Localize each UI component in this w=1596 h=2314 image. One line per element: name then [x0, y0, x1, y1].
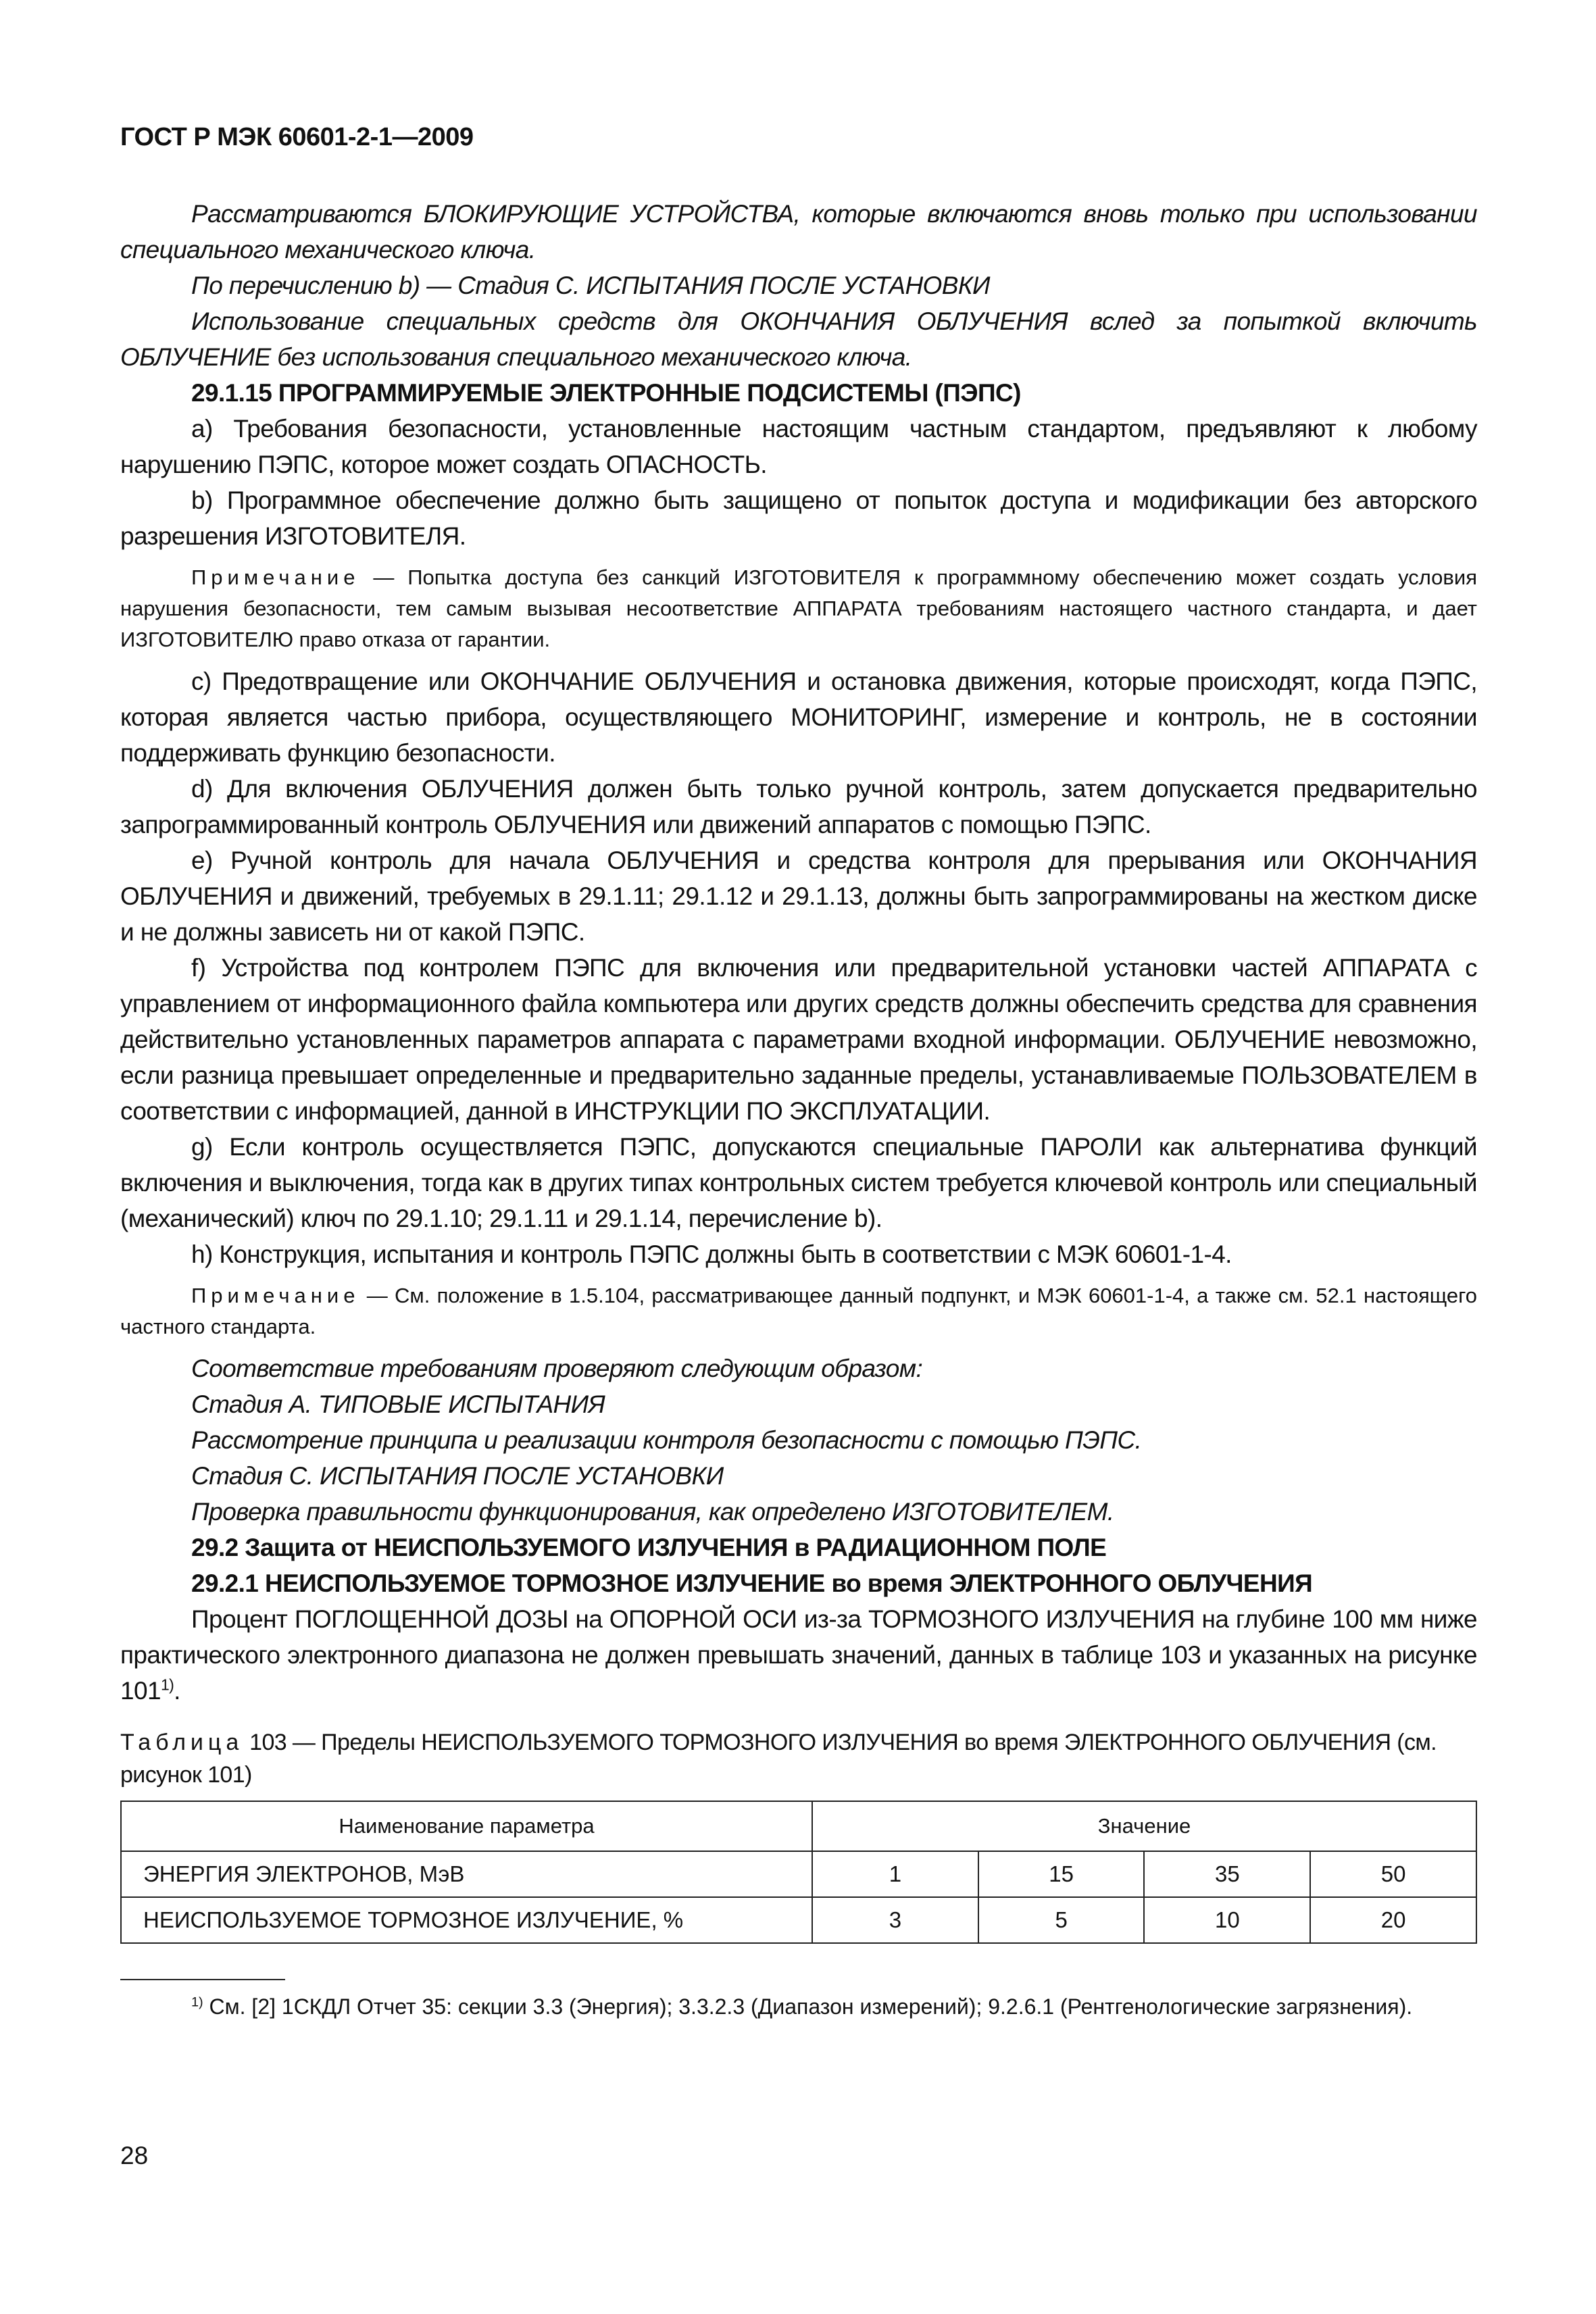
compliance-intro: Соответствие требованиям проверяют следующим образом:: [191, 1355, 923, 1382]
list-item-b: b) Программное обеспечение должно быть защищено от попыток доступа и модификации без авторского разрешения ИЗГОТОВИТЕЛЯ.: [120, 486, 1477, 550]
table-header-value: Значение: [812, 1801, 1476, 1851]
page-number: 28: [120, 2142, 149, 2169]
list-item-a: а) Требования безопасности, установленные настоящим частным стандартом, предъявляют к любому нарушению ПЭПС, которое может создать ОПАСНОСТЬ.: [120, 415, 1477, 478]
paragraph-enumeration-b: По перечислению b) — Стадия С. ИСПЫТАНИЯ ПОСЛЕ УСТАНОВКИ: [191, 272, 990, 299]
note-1-label: Примечание: [191, 565, 360, 589]
list-item-f: f) Устройства под контролем ПЭПС для включения или предварительной установки частей АППАРАТА с управлением от информационного файла компьютера или других средств должны обеспечить средства для сравнения действительно установленных параметров аппарата с параметрами входной информации. ОБЛУЧЕНИЕ невозможно, если разница превышает определенные и предварительно заданные пределы, устанавливаемые ПОЛЬЗОВАТЕЛЕМ в соответствии с информацией, данной в ИНСТРУКЦИИ ПО ЭКСПЛУАТАЦИИ.: [120, 954, 1477, 1125]
list-item-h: h) Конструкция, испытания и контроль ПЭПС должны быть в соответствии с МЭК 60601-1-4.: [191, 1240, 1232, 1268]
table-cell-label: НЕИСПОЛЬЗУЕМОЕ ТОРМОЗНОЕ ИЗЛУЧЕНИЕ, %: [121, 1897, 812, 1943]
list-item-c: с) Предотвращение или ОКОНЧАНИЕ ОБЛУЧЕНИЯ и остановка движения, которые происходят, когда ПЭПС, которая является частью прибора, осуществляющего МОНИТОРИНГ, измерение и контроль, не в состоянии поддерживать функцию безопасности.: [120, 668, 1477, 767]
table-cell: 1: [812, 1851, 978, 1897]
footnote-text: См. [2] 1СКДЛ Отчет 35: секции 3.3 (Энергия); 3.3.2.3 (Диапазон измерений); 9.2.6.1 (Рентгенологические загрязнения).: [203, 1994, 1413, 2019]
table-row: [121, 1851, 1476, 1897]
footnote-mark: 1): [191, 1994, 203, 2010]
heading-29-2: 29.2 Защита от НЕИСПОЛЬЗУЕМОГО ИЗЛУЧЕНИЯ в РАДИАЦИОННОМ ПОЛЕ: [191, 1534, 1107, 1561]
note-2-text: — См. положение в 1.5.104, рассматривающее данный подпункт, и МЭК 60601-1-4, а также см. 52.1 настоящего частного стандарта.: [120, 1284, 1477, 1338]
table-header-param: Наименование параметра: [121, 1801, 812, 1851]
footnote: [120, 1991, 1477, 2022]
table-cell: 15: [978, 1851, 1145, 1897]
table-row: [121, 1897, 1476, 1943]
table-cell: 35: [1144, 1851, 1310, 1897]
table-cell: 3: [812, 1897, 978, 1943]
footnote-reference: 1): [160, 1676, 174, 1694]
paragraph-absorbed-dose: [120, 1601, 1477, 1709]
heading-29-2-1: 29.2.1 НЕИСПОЛЬЗУЕМОЕ ТОРМОЗНОЕ ИЗЛУЧЕНИЕ во время ЭЛЕКТРОННОГО ОБЛУЧЕНИЯ: [191, 1569, 1313, 1597]
table-caption: [120, 1726, 1477, 1791]
table-cell-label: ЭНЕРГИЯ ЭЛЕКТРОНОВ, МэВ: [121, 1851, 812, 1897]
note-2-label: Примечание: [191, 1284, 360, 1307]
note-2: [120, 1280, 1477, 1342]
table-cell: 10: [1144, 1897, 1310, 1943]
paragraph-blocking-devices: Рассматриваются БЛОКИРУЮЩИЕ УСТРОЙСТВА, которые включаются вновь только при использовании специального механического ключа.: [120, 200, 1477, 263]
table-header-row: [121, 1801, 1476, 1851]
list-item-d: d) Для включения ОБЛУЧЕНИЯ должен быть только ручной контроль, затем допускается предварительно запрограммированный контроль ОБЛУЧЕНИЯ или движений аппаратов с помощью ПЭПС.: [120, 775, 1477, 838]
table-cell: 20: [1310, 1897, 1476, 1943]
compliance-stage-a: Стадия А. ТИПОВЫЕ ИСПЫТАНИЯ: [191, 1390, 605, 1418]
compliance-check: Проверка правильности функционирования, как определено ИЗГОТОВИТЕЛЕМ.: [191, 1498, 1114, 1526]
document-header-title: ГОСТ Р МЭК 60601-2-1—2009: [120, 123, 474, 151]
heading-29-1-15: 29.1.15 ПРОГРАММИРУЕМЫЕ ЭЛЕКТРОННЫЕ ПОДСИСТЕМЫ (ПЭПС): [191, 379, 1021, 407]
bremsstrahlung-limits-table: [120, 1801, 1477, 1944]
paragraph-absorbed-dose-text: Процент ПОГЛОЩЕННОЙ ДОЗЫ на ОПОРНОЙ ОСИ из-за ТОРМОЗНОГО ИЗЛУЧЕНИЯ на глубине 100 мм ниже практического электронного диапазона не должен превышать значений, данных в таблице 103 и указанных на рисунке 101: [120, 1605, 1477, 1705]
table-caption-label: Таблица: [120, 1730, 244, 1755]
compliance-review: Рассмотрение принципа и реализации контроля безопасности с помощью ПЭПС.: [191, 1426, 1142, 1454]
table-cell: 5: [978, 1897, 1145, 1943]
note-1: [120, 562, 1477, 655]
compliance-stage-c: Стадия С. ИСПЫТАНИЯ ПОСЛЕ УСТАНОВКИ: [191, 1462, 724, 1490]
table-cell: 50: [1310, 1851, 1476, 1897]
list-item-g: g) Если контроль осуществляется ПЭПС, допускаются специальные ПАРОЛИ как альтернатива функций включения и выключения, тогда как в других типах контрольных систем требуется ключевой контроль или специальный (механический) ключ по 29.1.10; 29.1.11 и 29.1.14, перечисление b).: [120, 1133, 1477, 1232]
page-content: [120, 196, 1477, 2022]
table-caption-text: 103 — Пределы НЕИСПОЛЬЗУЕМОГО ТОРМОЗНОГО ИЗЛУЧЕНИЯ во время ЭЛЕКТРОННОГО ОБЛУЧЕНИЯ (см. рисунок 101): [120, 1730, 1437, 1788]
note-1-text: — Попытка доступа без санкций ИЗГОТОВИТЕЛЯ к программному обеспечению может создать условия нарушения безопасности, тем самым вызывая несоответствие АППАРАТА требованиям настоящего частного стандарта, и дает ИЗГОТОВИТЕЛЮ право отказа от гарантии.: [120, 565, 1477, 651]
footnote-separator: [120, 1979, 285, 1980]
paragraph-absorbed-dose-end: .: [174, 1677, 180, 1705]
paragraph-special-means: Использование специальных средств для ОКОНЧАНИЯ ОБЛУЧЕНИЯ вслед за попыткой включить ОБЛУЧЕНИЕ без использования специального механического ключа.: [120, 307, 1477, 371]
list-item-e: е) Ручной контроль для начала ОБЛУЧЕНИЯ и средства контроля для прерывания или ОКОНЧАНИЯ ОБЛУЧЕНИЯ и движений, требуемых в 29.1.11; 29.1.12 и 29.1.13, должны быть запрограммированы на жестком диске и не должны зависеть ни от какой ПЭПС.: [120, 847, 1477, 946]
